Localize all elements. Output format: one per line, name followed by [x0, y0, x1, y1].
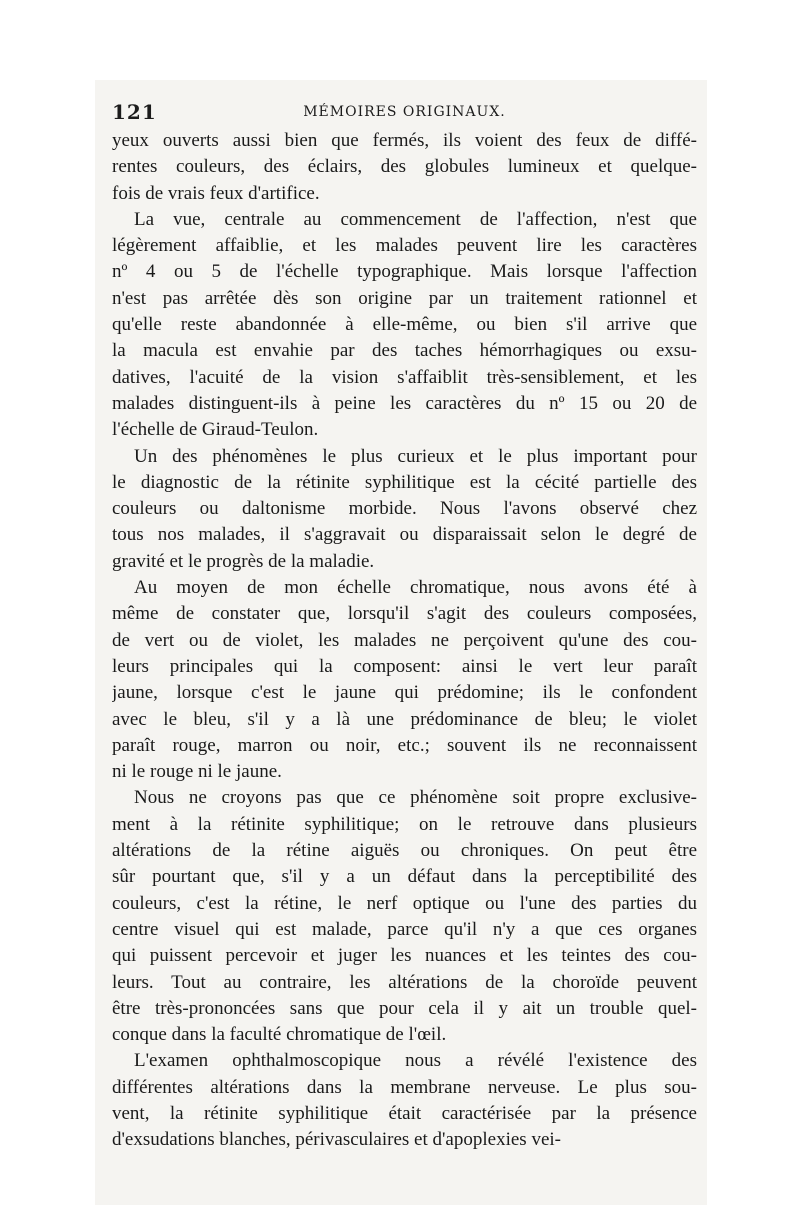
paragraph [112, 128, 697, 207]
text-line: altérations de la rétine aiguës ou chroniques. On peut être [112, 840, 697, 862]
text-line: paraît rouge, marron ou noir, etc.; souvent ils ne reconnaissent [112, 734, 697, 756]
text-line: l'échelle de Giraud-Teulon. [112, 419, 319, 441]
text-line: leurs principales qui la composent: ainsi le vert leur paraît [112, 655, 697, 677]
text-line: sûr pourtant que, s'il y a un défaut dans la perceptibilité des [112, 866, 697, 888]
paragraph [112, 1048, 697, 1153]
text-line: couleurs ou daltonisme morbide. Nous l'avons observé chez [112, 498, 697, 520]
text-line: vent, la rétinite syphilitique était caractérisée par la présence [112, 1102, 697, 1124]
text-line: gravité et le progrès de la maladie. [112, 550, 375, 572]
text-line: Au moyen de mon échelle chromatique, nous avons été à [134, 577, 697, 599]
text-line: datives, l'acuité de la vision s'affaiblit très-sensiblement, et les [112, 366, 697, 388]
text-line: Un des phénomènes le plus curieux et le plus important pour [134, 445, 697, 467]
text-line: n'est pas arrêtée dès son origine par un traitement rationnel et [112, 287, 697, 309]
text-line: rentes couleurs, des éclairs, des globules lumineux et quelque- [112, 156, 697, 178]
paragraph [112, 575, 697, 785]
paragraph [112, 444, 697, 575]
text-line: Nous ne croyons pas que ce phénomène soit propre exclusive- [134, 787, 697, 809]
text-line: couleurs, c'est la rétine, le nerf optique ou l'une des parties du [112, 892, 697, 914]
text-line: tous nos malades, il s'aggravait ou disparaissait selon le degré de [112, 524, 697, 546]
body-text [112, 128, 697, 1154]
text-line: avec le bleu, s'il y a là une prédominance de bleu; le violet [112, 708, 697, 730]
text-line: leurs. Tout au contraire, les altérations de la choroïde peuvent [112, 971, 697, 993]
page-header [112, 96, 697, 126]
text-line: d'exsudations blanches, périvasculaires et d'apoplexies vei- [112, 1129, 561, 1151]
text-line: centre visuel qui est malade, parce qu'il n'y a que ces organes [112, 918, 697, 940]
paragraph [112, 207, 697, 444]
text-line: ni le rouge ni le jaune. [112, 761, 282, 783]
text-line: même de constater que, lorsqu'il s'agit des couleurs composées, [112, 603, 697, 625]
text-line: la macula est envahie par des taches hémorrhagiques ou exsu- [112, 340, 697, 362]
text-line: être très-prononcées sans que pour cela il y ait un trouble quel- [112, 997, 697, 1019]
text-line: malades distinguent-ils à peine les caractères du nº 15 ou 20 de [112, 392, 697, 414]
text-line: légèrement affaiblie, et les malades peuvent lire les caractères [112, 235, 697, 257]
text-line: La vue, centrale au commencement de l'affection, n'est que [134, 208, 697, 230]
text-line: qui puissent percevoir et juger les nuances et les teintes des cou- [112, 945, 697, 967]
text-line: jaune, lorsque c'est le jaune qui prédomine; ils le confondent [112, 682, 697, 704]
text-line: fois de vrais feux d'artifice. [112, 182, 320, 204]
text-line: différentes altérations dans la membrane nerveuse. Le plus sou- [112, 1076, 697, 1098]
text-line: nº 4 ou 5 de l'échelle typographique. Mais lorsque l'affection [112, 261, 697, 283]
text-line: conque dans la faculté chromatique de l'œil. [112, 1024, 447, 1046]
text-line: de vert ou de violet, les malades ne perçoivent qu'une des cou- [112, 629, 697, 651]
text-line: yeux ouverts aussi bien que fermés, ils voient des feux de diffé- [112, 130, 697, 151]
text-line: ment à la rétinite syphilitique; on le retrouve dans plusieurs [112, 813, 697, 835]
text-line: le diagnostic de la rétinite syphilitique est la cécité partielle des [112, 471, 697, 493]
running-title: MÉMOIRES ORIGINAUX. [303, 104, 506, 120]
text-line: qu'elle reste abandonnée à elle-même, ou bien s'il arrive que [112, 314, 697, 336]
paragraph [112, 785, 697, 1048]
text-line: L'examen ophthalmoscopique nous a révélé l'existence des [134, 1050, 697, 1072]
page-number: 121 [112, 100, 157, 124]
